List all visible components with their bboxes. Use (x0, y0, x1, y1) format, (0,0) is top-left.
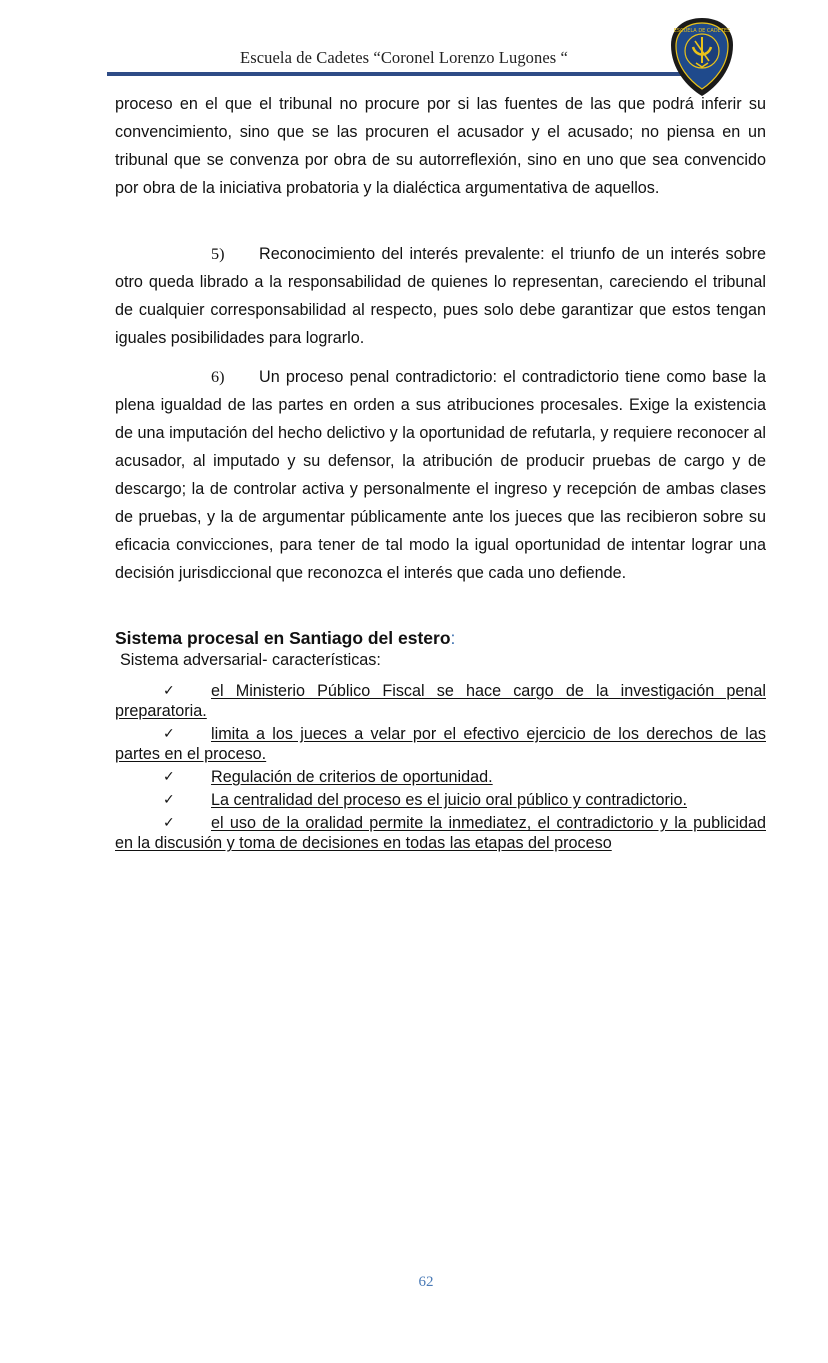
list-item (115, 813, 766, 853)
paragraph-text: Reconocimiento del interés prevalente: el triunfo de un interés sobre otro queda librado a la responsabilidad de quienes lo representan, careciendo el tribunal de cualquier corresponsabilidad al respecto, pues solo debe garantizar que estos tengan iguales posibilidades para lograrlo. (115, 245, 766, 347)
section-heading (115, 626, 455, 650)
paragraph-number: 5) (211, 245, 225, 263)
characteristics-list (115, 681, 766, 856)
section-heading-text: Sistema procesal en Santiago del estero (115, 628, 451, 648)
check-icon: ✓ (163, 769, 175, 785)
list-item-text: Regulación de criterios de oportunidad. (211, 768, 493, 786)
list-item (115, 790, 766, 810)
numbered-paragraph-5 (115, 240, 766, 352)
header-title: Escuela de Cadetes “Coronel Lorenzo Lugones “ (240, 48, 568, 67)
list-item-text: limita a los jueces a velar por el efectivo ejercicio de los derechos de las partes en el proceso. (115, 725, 766, 763)
list-item-text: el uso de la oralidad permite la inmediatez, el contradictorio y la publicidad en la discusión y toma de decisiones en todas las etapas del proceso (115, 814, 766, 852)
list-item (115, 724, 766, 764)
paragraph-continuation: proceso en el que el tribunal no procure por si las fuentes de las que podrá inferir su convencimiento, sino que se las procuren el acusador y el acusado; no piensa en un tribunal que se convenza por obra de su autorreflexión, sino en uno que sea convencido por obra de la iniciativa probatoria y la dialéctica argumentativa de aquellos. (115, 95, 766, 197)
list-item (115, 767, 766, 787)
crest-ring-text: ESCUELA DE CADETES (673, 28, 731, 34)
check-icon: ✓ (163, 815, 175, 831)
header-rule (107, 72, 692, 76)
school-crest-icon (669, 17, 735, 97)
paragraph-number: 6) (211, 368, 225, 386)
check-icon: ✓ (163, 683, 175, 699)
list-item-text: La centralidad del proceso es el juicio oral público y contradictorio. (211, 791, 687, 809)
page-number: 62 (418, 1274, 434, 1290)
section-subheading: Sistema adversarial- características: (120, 651, 381, 669)
check-icon: ✓ (163, 726, 175, 742)
paragraph-text: Un proceso penal contradictorio: el contradictorio tiene como base la plena igualdad de las partes en orden a sus atribuciones procesales. Exige la existencia de una imputación del hecho delictivo y la oportunidad de refutarla, y requiere reconocer al acusador, al imputado y su defensor, la atribución de producir pruebas de cargo y de descargo; la de controlar activa y personalmente el ingreso y recepción de ambas clases de pruebas, y la de argumentar públicamente ante los jueces que las recibieron sobre su eficacia convicciones, para tener de tal modo la igual oportunidad de intentar lograr una decisión jurisdiccional que reconozca el interés que cada uno defiende. (115, 368, 766, 582)
numbered-paragraph-6 (115, 363, 766, 587)
check-icon: ✓ (163, 792, 175, 808)
section-heading-colon: : (450, 628, 456, 648)
list-item-text: el Ministerio Público Fiscal se hace cargo de la investigación penal preparatoria. (115, 682, 766, 720)
list-item (115, 681, 766, 721)
